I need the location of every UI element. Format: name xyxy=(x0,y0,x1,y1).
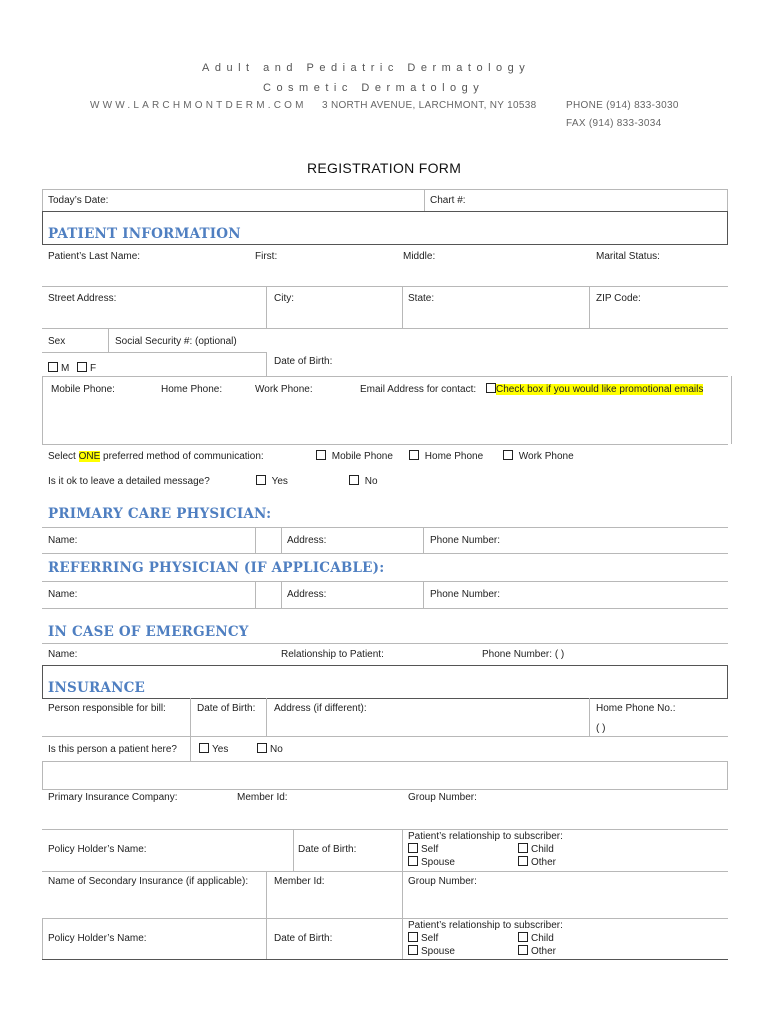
divider xyxy=(42,665,43,699)
secondary-relationship-spouse-checkbox[interactable]: Spouse xyxy=(408,945,455,957)
divider xyxy=(42,736,728,737)
divider xyxy=(731,376,732,444)
sex-label: Sex xyxy=(48,336,66,347)
checkbox-icon xyxy=(486,383,496,393)
chart-number-field[interactable]: Chart #: xyxy=(430,195,466,206)
state-field[interactable]: State: xyxy=(408,293,435,304)
is-patient-no-checkbox[interactable]: No xyxy=(257,743,283,755)
divider xyxy=(42,871,728,872)
checkbox-icon xyxy=(409,450,419,460)
home-phone-field[interactable]: Home Phone: xyxy=(161,384,223,395)
section-heading-pcp: PRIMARY CARE PHYSICIAN: xyxy=(48,506,272,522)
home-phone-parens: ( ) xyxy=(596,723,606,734)
mobile-phone-field[interactable]: Mobile Phone: xyxy=(51,384,115,395)
leave-message-no-checkbox[interactable]: No xyxy=(349,475,378,487)
responsible-person-field[interactable]: Person responsible for bill: xyxy=(48,703,166,714)
checkbox-icon xyxy=(503,450,513,460)
responsible-dob-field[interactable]: Date of Birth: xyxy=(197,703,256,714)
emergency-relationship-field[interactable]: Relationship to Patient: xyxy=(281,649,384,660)
street-address-field[interactable]: Street Address: xyxy=(48,293,117,304)
form-title: REGISTRATION FORM xyxy=(307,160,462,176)
comm-mobile-checkbox[interactable]: Mobile Phone xyxy=(316,450,393,462)
checkbox-icon xyxy=(408,932,418,942)
pcp-name-field[interactable]: Name: xyxy=(48,535,78,546)
divider xyxy=(42,761,728,762)
responsible-address-field[interactable]: Address (if different): xyxy=(274,703,367,714)
checkbox-icon xyxy=(256,475,266,485)
divider xyxy=(281,581,282,608)
pcp-address-field[interactable]: Address: xyxy=(287,535,327,546)
divider xyxy=(589,698,590,736)
divider xyxy=(727,211,728,245)
marital-status-field[interactable]: Marital Status: xyxy=(596,251,660,262)
practice-name: Adult and Pediatric Dermatology xyxy=(202,62,531,74)
divider xyxy=(42,328,728,329)
leave-message-label: Is it ok to leave a detailed message? xyxy=(48,476,210,487)
divider xyxy=(255,581,256,608)
website-link[interactable]: WWW.LARCHMONTDERM.COM xyxy=(90,100,307,111)
checkbox-icon xyxy=(316,450,326,460)
divider xyxy=(42,189,43,212)
divider xyxy=(727,189,728,212)
divider xyxy=(281,527,282,553)
checkbox-icon xyxy=(77,362,87,372)
divider xyxy=(727,665,728,699)
comm-work-checkbox[interactable]: Work Phone xyxy=(503,450,574,462)
section-heading-patient-info: PATIENT INFORMATION xyxy=(48,226,241,242)
secondary-policy-holder-dob-field[interactable]: Date of Birth: xyxy=(274,933,333,944)
section-heading-referring: REFERRING PHYSICIAN (IF APPLICABLE): xyxy=(48,560,385,576)
pcp-phone-field[interactable]: Phone Number: xyxy=(430,535,501,546)
todays-date-field[interactable]: Today’s Date: xyxy=(48,195,109,206)
checkbox-icon xyxy=(518,945,528,955)
secondary-relationship-self-checkbox[interactable]: Self xyxy=(408,932,438,944)
divider xyxy=(42,581,728,582)
relationship-to-subscriber-label: Patient’s relationship to subscriber: xyxy=(408,831,563,842)
responsible-home-phone-field[interactable]: Home Phone No.: xyxy=(596,703,676,714)
checkbox-icon xyxy=(518,856,528,866)
leave-message-yes-checkbox[interactable]: Yes xyxy=(256,475,288,487)
primary-member-id-field[interactable]: Member Id: xyxy=(237,792,288,803)
is-patient-label: Is this person a patient here? xyxy=(48,744,177,755)
checkbox-icon xyxy=(257,743,267,753)
divider xyxy=(42,352,266,353)
divider xyxy=(402,286,403,328)
primary-insurance-field[interactable]: Primary Insurance Company: xyxy=(48,792,178,803)
divider xyxy=(727,761,728,789)
divider xyxy=(266,286,267,328)
divider xyxy=(42,527,728,528)
divider xyxy=(42,761,43,789)
divider xyxy=(42,553,728,554)
divider xyxy=(266,918,267,960)
checkbox-icon xyxy=(349,475,359,485)
divider xyxy=(42,376,43,444)
divider xyxy=(255,527,256,553)
ref-phone-field[interactable]: Phone Number: xyxy=(430,589,501,600)
divider xyxy=(190,698,191,762)
sex-male-checkbox[interactable]: M xyxy=(48,362,69,374)
divider xyxy=(42,959,728,960)
city-field[interactable]: City: xyxy=(274,293,294,304)
divider xyxy=(589,286,590,328)
preferred-communication-label: Select ONE preferred method of communication: xyxy=(48,451,264,462)
checkbox-icon xyxy=(408,945,418,955)
practice-phone: PHONE (914) 833-3030 xyxy=(566,100,679,111)
dob-field[interactable]: Date of Birth: xyxy=(274,356,333,367)
first-name-field[interactable]: First: xyxy=(255,251,278,262)
work-phone-field[interactable]: Work Phone: xyxy=(255,384,313,395)
divider xyxy=(42,698,728,699)
promo-email-label: Check box if you would like promotional emails xyxy=(496,384,704,395)
practice-subtitle: Cosmetic Dermatology xyxy=(263,82,485,94)
ref-name-field[interactable]: Name: xyxy=(48,589,78,600)
secondary-relationship-child-checkbox[interactable]: Child xyxy=(518,932,554,944)
promo-email-checkbox[interactable] xyxy=(486,383,703,395)
divider xyxy=(42,829,728,830)
ref-address-field[interactable]: Address: xyxy=(287,589,327,600)
divider xyxy=(42,189,728,190)
checkbox-icon xyxy=(199,743,209,753)
divider xyxy=(266,352,267,376)
last-name-field[interactable]: Patient’s Last Name: xyxy=(48,251,141,262)
ssn-field[interactable]: Social Security #: (optional) xyxy=(115,336,237,347)
divider xyxy=(42,608,728,609)
policy-holder-dob-field[interactable]: Date of Birth: xyxy=(298,844,357,855)
divider xyxy=(42,376,728,377)
divider xyxy=(42,211,43,245)
divider xyxy=(42,286,728,287)
checkbox-icon xyxy=(48,362,58,372)
relationship-self-checkbox[interactable]: Self xyxy=(408,843,438,855)
divider xyxy=(42,244,728,245)
practice-address: 3 NORTH AVENUE, LARCHMONT, NY 10538 xyxy=(322,100,537,111)
checkbox-icon xyxy=(408,843,418,853)
policy-holder-name-field[interactable]: Policy Holder’s Name: xyxy=(48,844,147,855)
zip-code-field[interactable]: ZIP Code: xyxy=(596,293,641,304)
divider xyxy=(42,444,728,445)
divider xyxy=(266,698,267,736)
divider xyxy=(42,789,728,790)
divider xyxy=(42,643,728,644)
divider xyxy=(42,665,728,666)
emergency-name-field[interactable]: Name: xyxy=(48,649,78,660)
divider xyxy=(423,527,424,553)
checkbox-icon xyxy=(408,856,418,866)
divider xyxy=(266,871,267,918)
email-field[interactable]: Email Address for contact: xyxy=(360,384,477,395)
section-heading-insurance: INSURANCE xyxy=(48,680,146,696)
divider xyxy=(424,189,425,212)
comm-home-checkbox[interactable]: Home Phone xyxy=(409,450,483,462)
divider xyxy=(293,829,294,871)
secondary-member-id-field[interactable]: Member Id: xyxy=(274,876,325,887)
divider xyxy=(402,871,403,960)
divider xyxy=(42,918,43,960)
primary-group-number-field[interactable]: Group Number: xyxy=(408,792,477,803)
secondary-relationship-label: Patient’s relationship to subscriber: xyxy=(408,920,563,931)
secondary-relationship-other-checkbox[interactable]: Other xyxy=(518,945,556,957)
is-patient-yes-checkbox[interactable]: Yes xyxy=(199,743,228,755)
relationship-child-checkbox[interactable]: Child xyxy=(518,843,554,855)
secondary-group-number-field[interactable]: Group Number: xyxy=(408,876,477,887)
secondary-policy-holder-name-field[interactable]: Policy Holder’s Name: xyxy=(48,933,147,944)
relationship-spouse-checkbox[interactable]: Spouse xyxy=(408,856,455,868)
checkbox-icon xyxy=(518,843,528,853)
practice-fax: FAX (914) 833-3034 xyxy=(566,118,662,129)
divider xyxy=(108,328,109,352)
section-heading-emergency: IN CASE OF EMERGENCY xyxy=(48,624,249,640)
middle-name-field[interactable]: Middle: xyxy=(403,251,436,262)
divider xyxy=(42,918,728,919)
divider xyxy=(42,211,728,212)
secondary-insurance-field[interactable]: Name of Secondary Insurance (if applicable): xyxy=(48,876,249,887)
checkbox-icon xyxy=(518,932,528,942)
relationship-other-checkbox[interactable]: Other xyxy=(518,856,556,868)
sex-female-checkbox[interactable]: F xyxy=(77,362,96,374)
emergency-phone-field[interactable]: Phone Number: ( ) xyxy=(482,649,565,660)
divider xyxy=(402,829,403,871)
divider xyxy=(423,581,424,608)
